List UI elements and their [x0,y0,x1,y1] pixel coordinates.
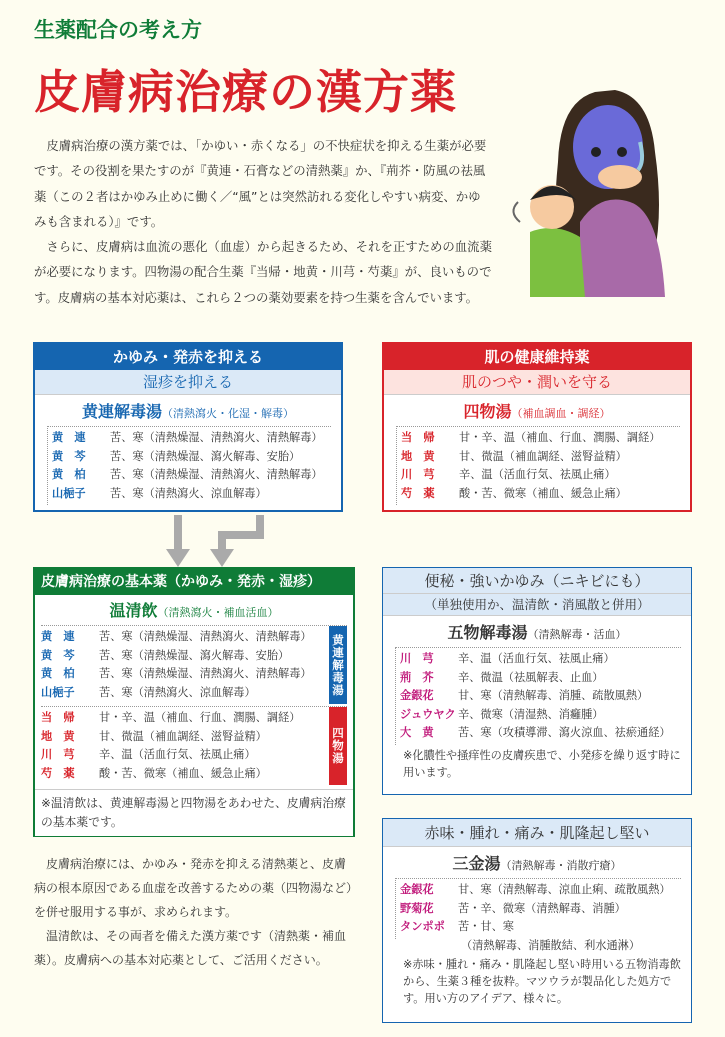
formula-name: 黄連解毒湯 [81,402,162,421]
herb-properties: 苦、寒（清熱瀉火、涼血解毒） [110,486,267,500]
herb-row [400,669,677,688]
herb-name: 黄 芩 [52,449,86,463]
herb-properties: 辛、微温（祛風解表、止血） [458,670,604,684]
herb-row [52,485,327,504]
herb-row [401,429,676,448]
herb-name: 黄 連 [41,630,75,643]
bottom-text [34,852,356,972]
herb-properties: 辛、温（活血行気、祛風止痛） [458,652,615,665]
formula-effect: （補血調血・調経） [511,407,611,420]
herb-properties: 酸・苦、微寒（補血、緩急止痛） [99,766,267,780]
herb-properties: 甘、寒（清熱解毒、消腫、疏散風熱） [458,689,649,702]
herb-properties: 辛、温（活血行気、祛風止痛） [459,468,616,481]
intro-text [34,133,492,310]
swelling-box [382,818,692,1023]
herb-name: 芍 薬 [401,486,435,500]
mother-child-illustration [500,72,700,297]
herb-row [400,687,677,706]
herb-properties: 苦、寒（清熱燥湿、清熱瀉火、清熱解毒） [110,468,323,481]
herb-name: ジュウヤク [400,707,456,721]
herb-properties: 甘、微温（補血調経、滋腎益精） [459,449,627,463]
herb-name: タンポポ [400,920,445,933]
box-header: 赤味・腫れ・痛み・肌隆起し堅い [383,819,691,847]
herb-properties: 酸・苦、微寒（補血、緩急止痛） [459,486,627,500]
formula-title [383,620,691,643]
box-header: 皮膚病治療の基本薬（かゆみ・発赤・湿疹） [35,569,353,595]
formula-effect: （清熱解毒・活血） [527,628,627,641]
herb-row [41,628,329,647]
herb-properties: 苦、寒（清熱燥湿、瀉火解毒、安胎） [99,648,290,662]
herb-name: 川 芎 [400,652,434,665]
formula-title [35,598,353,621]
herb-row [52,466,327,485]
herb-effect-continued: （清熱解毒、消腫散結、利水通淋） [461,938,641,952]
herb-properties: 甘、微温（補血調経、滋腎益精） [99,729,267,743]
herb-table [395,878,681,939]
herb-table [396,426,680,505]
herb-properties: 苦、寒（清熱燥湿、清熱瀉火、清熱解毒） [99,667,312,680]
herb-properties: 苦、寒（攻積導滞、瀉火涼血、祛瘀通経） [458,726,671,739]
formula-name: 温清飲 [109,601,158,620]
herb-name: 地 黄 [401,449,435,463]
formula-effect: （清熱瀉火・補血活血） [157,606,279,619]
herb-properties: 苦、寒（清熱燥湿、清熱瀉火、清熱解毒） [99,630,312,643]
herb-name: 当 帰 [401,431,435,444]
herb-name: 黄 芩 [41,648,75,662]
herb-name: 金銀花 [400,883,434,896]
herb-row [52,429,327,448]
herb-table [395,647,681,745]
intro-paragraph: 皮膚病治療の漢方薬では、「かゆい・赤くなる」の不快症状を抑える生薬が必要です。その役割を果たすのが『黄連・石膏などの清熱薬』か、『荊芥・防風の祛風薬（この２者はかゆみ止めに働く／“風”とは突然訪れる変化しやすい病変、かゆみも含まれる）』です。 [34,138,487,229]
herb-properties: 甘・辛、温（補血、行血、潤腸、調経） [99,711,301,724]
herb-row [400,900,677,919]
herb-row [401,448,676,467]
herb-properties: 甘・辛、温（補血、行血、潤腸、調経） [459,431,661,444]
basic-medicine-box [33,567,355,837]
flow-arrows [160,515,270,570]
herb-table [41,626,329,704]
herb-row [41,647,329,666]
herb-name: 山梔子 [52,486,86,500]
herb-name: 川 芎 [41,748,75,761]
herb-row [41,765,329,784]
formula-title [35,399,341,422]
box-note: ※赤味・腫れ・痛み・肌隆起し堅い時用いる五物消毒飲から、生薬３種を抜粋。マツウラが製品化した処方です。用い方のアイデア、様々に。 [403,957,681,1005]
box-note: ※温清飲は、黄連解毒湯と四物湯をあわせた、皮膚病治療の基本薬です。 [35,789,353,836]
box-header: 便秘・強いかゆみ（ニキビにも） [383,568,691,594]
herb-row [400,650,677,669]
herb-name: 地 黄 [41,729,75,743]
herb-name: 野菊花 [400,901,434,915]
itch-relief-box [33,342,343,512]
herb-name: 金銀花 [400,689,434,702]
bottom-paragraph: 皮膚病治療には、かゆみ・発赤を抑える清熱薬と、皮膚病の根本原因である血虚を改善するための薬（四物湯など）を併せ服用する事が、求められます。 [34,857,353,919]
herb-row [400,724,677,743]
herb-row [400,881,677,900]
herb-name: 黄 連 [52,431,86,444]
box-header: 肌の健康維持薬 [384,344,690,370]
herb-name: 芍 薬 [41,766,75,780]
herb-row [401,466,676,485]
herb-properties: 辛、微寒（清湿熱、消癰腫） [458,707,604,721]
herb-name: 大 黄 [400,726,434,739]
herb-table [41,707,329,785]
herb-row [41,709,329,728]
herb-row [41,728,329,747]
constipation-box [382,567,692,795]
herb-name: 黄 柏 [41,667,75,680]
formula-effect: （清熱解毒・消散疔瘡） [500,859,622,872]
herb-name: 山梔子 [41,685,75,699]
herb-row [401,485,676,504]
herb-name: 黄 柏 [52,468,86,481]
page-title: 皮膚病治療の漢方薬 [34,65,457,119]
intro-paragraph: さらに、皮膚病は血流の悪化（血虚）から起きるため、それを正すための血流薬が必要になります。四物湯の配合生薬『当帰・地黄・川芎・芍薬』が、良いものです。皮膚病の基本対応薬は、これら２つの薬効要素を持つ生薬を含んでいます。 [34,239,492,305]
bottom-paragraph: 温清飲は、その両者を備えた漢方薬です（清熱薬・補血薬）。皮膚病への基本対応薬として、ご活用ください。 [34,929,347,967]
box-note: ※化膿性や掻痒性の皮膚疾患で、小発疹を繰り返す時に用います。 [403,748,681,779]
herb-properties: 苦・甘、寒 [458,920,514,933]
skin-health-box [382,342,692,512]
box-header: かゆみ・発赤を抑える [35,344,341,370]
herb-row [400,918,677,937]
herb-properties: 苦、寒（清熱瀉火、涼血解毒） [99,685,256,699]
herb-table [47,426,331,505]
herb-name: 川 芎 [401,468,435,481]
formula-title [383,851,691,874]
herb-row [41,746,329,765]
herb-name: 荊 芥 [400,670,434,684]
herb-name: 当 帰 [41,711,75,724]
formula-effect: （清熱瀉火・化湿・解毒） [162,407,294,420]
herb-properties: 甘、寒（清熱解毒、涼血止痢、疏散風熱） [458,883,671,896]
formula-title [384,399,690,422]
herb-row [400,706,677,725]
box-subheader: 肌のつや・潤いを守る [384,370,690,395]
herb-properties: 苦、寒（清熱燥湿、瀉火解毒、安胎） [110,449,301,463]
herb-properties: 苦・辛、微寒（清熱解毒、消腫） [458,901,626,915]
formula-name: 四物湯 [463,402,512,421]
tag-oren: 黄連解毒湯 [329,626,347,704]
herb-properties: 苦、寒（清熱燥湿、清熱瀉火、清熱解毒） [110,431,323,444]
section-subtitle: 生薬配合の考え方 [34,18,202,42]
box-subheader: （単独使用か、温清飲・消風散と併用） [383,594,691,616]
box-subheader: 湿疹を抑える [35,370,341,395]
formula-name: 三金湯 [452,854,501,873]
herb-row [41,684,329,703]
herb-properties: 辛、温（活血行気、祛風止痛） [99,748,256,761]
formula-name: 五物解毒湯 [447,623,528,642]
herb-row [41,665,329,684]
herb-row [52,448,327,467]
tag-shimotsu: 四物湯 [329,707,347,785]
